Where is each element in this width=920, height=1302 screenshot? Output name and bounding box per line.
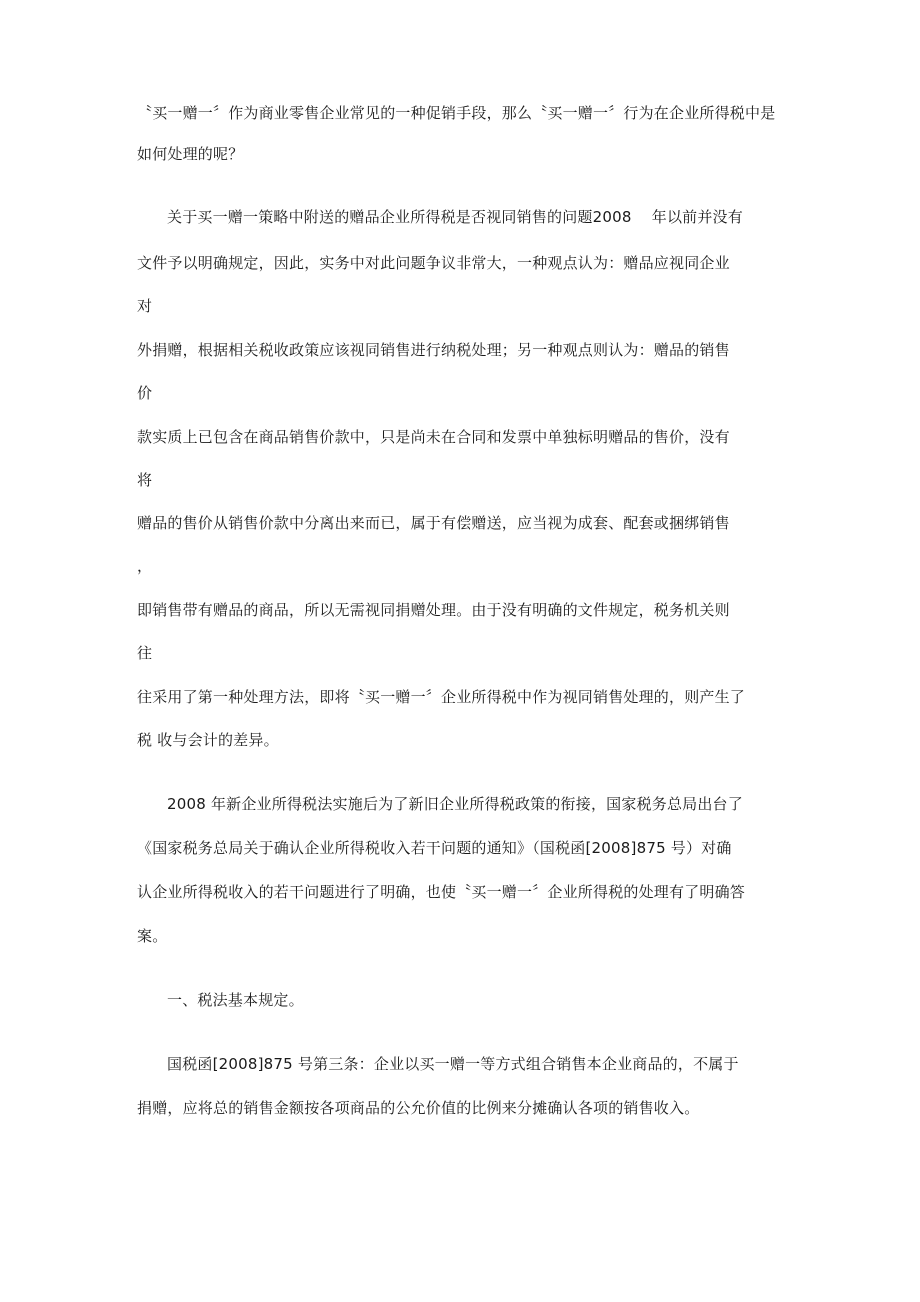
text-line: 往 (137, 644, 153, 662)
text-line: 关于买一赠一策略中附送的赠品企业所得税是否视同销售的问题2008 年以前并没有 (167, 208, 743, 226)
text-line: 价 (137, 384, 153, 402)
text-line: 如何处理的呢？ (137, 145, 244, 163)
text-line: 外捐赠，根据相关税收政策应该视同销售进行纳税处理；另一种观点则认为：赠品的销售 (137, 341, 730, 359)
text-line: 《国家税务总局关于确认企业所得税收入若干问题的通知》（国税函[2008]875 号）对确 (137, 839, 732, 857)
text-line: 款实质上已包含在商品销售价款中，只是尚未在合同和发票中单独标明赠品的售价，没有 (137, 428, 730, 446)
text-line: 将 (137, 471, 153, 489)
text-line: 文件予以明确规定，因此，实务中对此问题争议非常大，一种观点认为：赠品应视同企业 (137, 254, 730, 272)
text-line: 2008 年新企业所得税法实施后为了新旧企业所得税政策的衔接，国家税务总局出台了 (167, 795, 743, 813)
text-line: 税 收与会计的差异。 (137, 731, 279, 749)
text-line: 〝买一赠一〞作为商业零售企业常见的一种促销手段，那么〝买一赠一〞行为在企业所得税中是 (137, 104, 776, 122)
text-line: 捐赠，应将总的销售金额按各项商品的公允价值的比例来分摊确认各项的销售收入。 (137, 1099, 700, 1117)
text-line: 赠品的售价从销售价款中分离出来而已，属于有偿赠送，应当视为成套、配套或捆绑销售 (137, 514, 730, 532)
text-line: 案。 (137, 927, 168, 945)
text-line: 对 (137, 297, 153, 315)
text-line: 即销售带有赠品的商品，所以无需视同捐赠处理。由于没有明确的文件规定，税务机关则 (137, 601, 730, 619)
text-line: 往采用了第一种处理方法，即将〝买一赠一〞企业所得税中作为视同销售处理的，则产生了 (137, 688, 746, 706)
text-line: ， (137, 557, 153, 575)
section-heading: 一、税法基本规定。 (167, 991, 304, 1009)
text-line: 国税函[2008]875 号第三条：企业以买一赠一等方式组合销售本企业商品的，不属于 (167, 1055, 739, 1073)
text-line: 认企业所得税收入的若干问题进行了明确，也使〝买一赠一〞企业所得税的处理有了明确答 (137, 883, 746, 901)
